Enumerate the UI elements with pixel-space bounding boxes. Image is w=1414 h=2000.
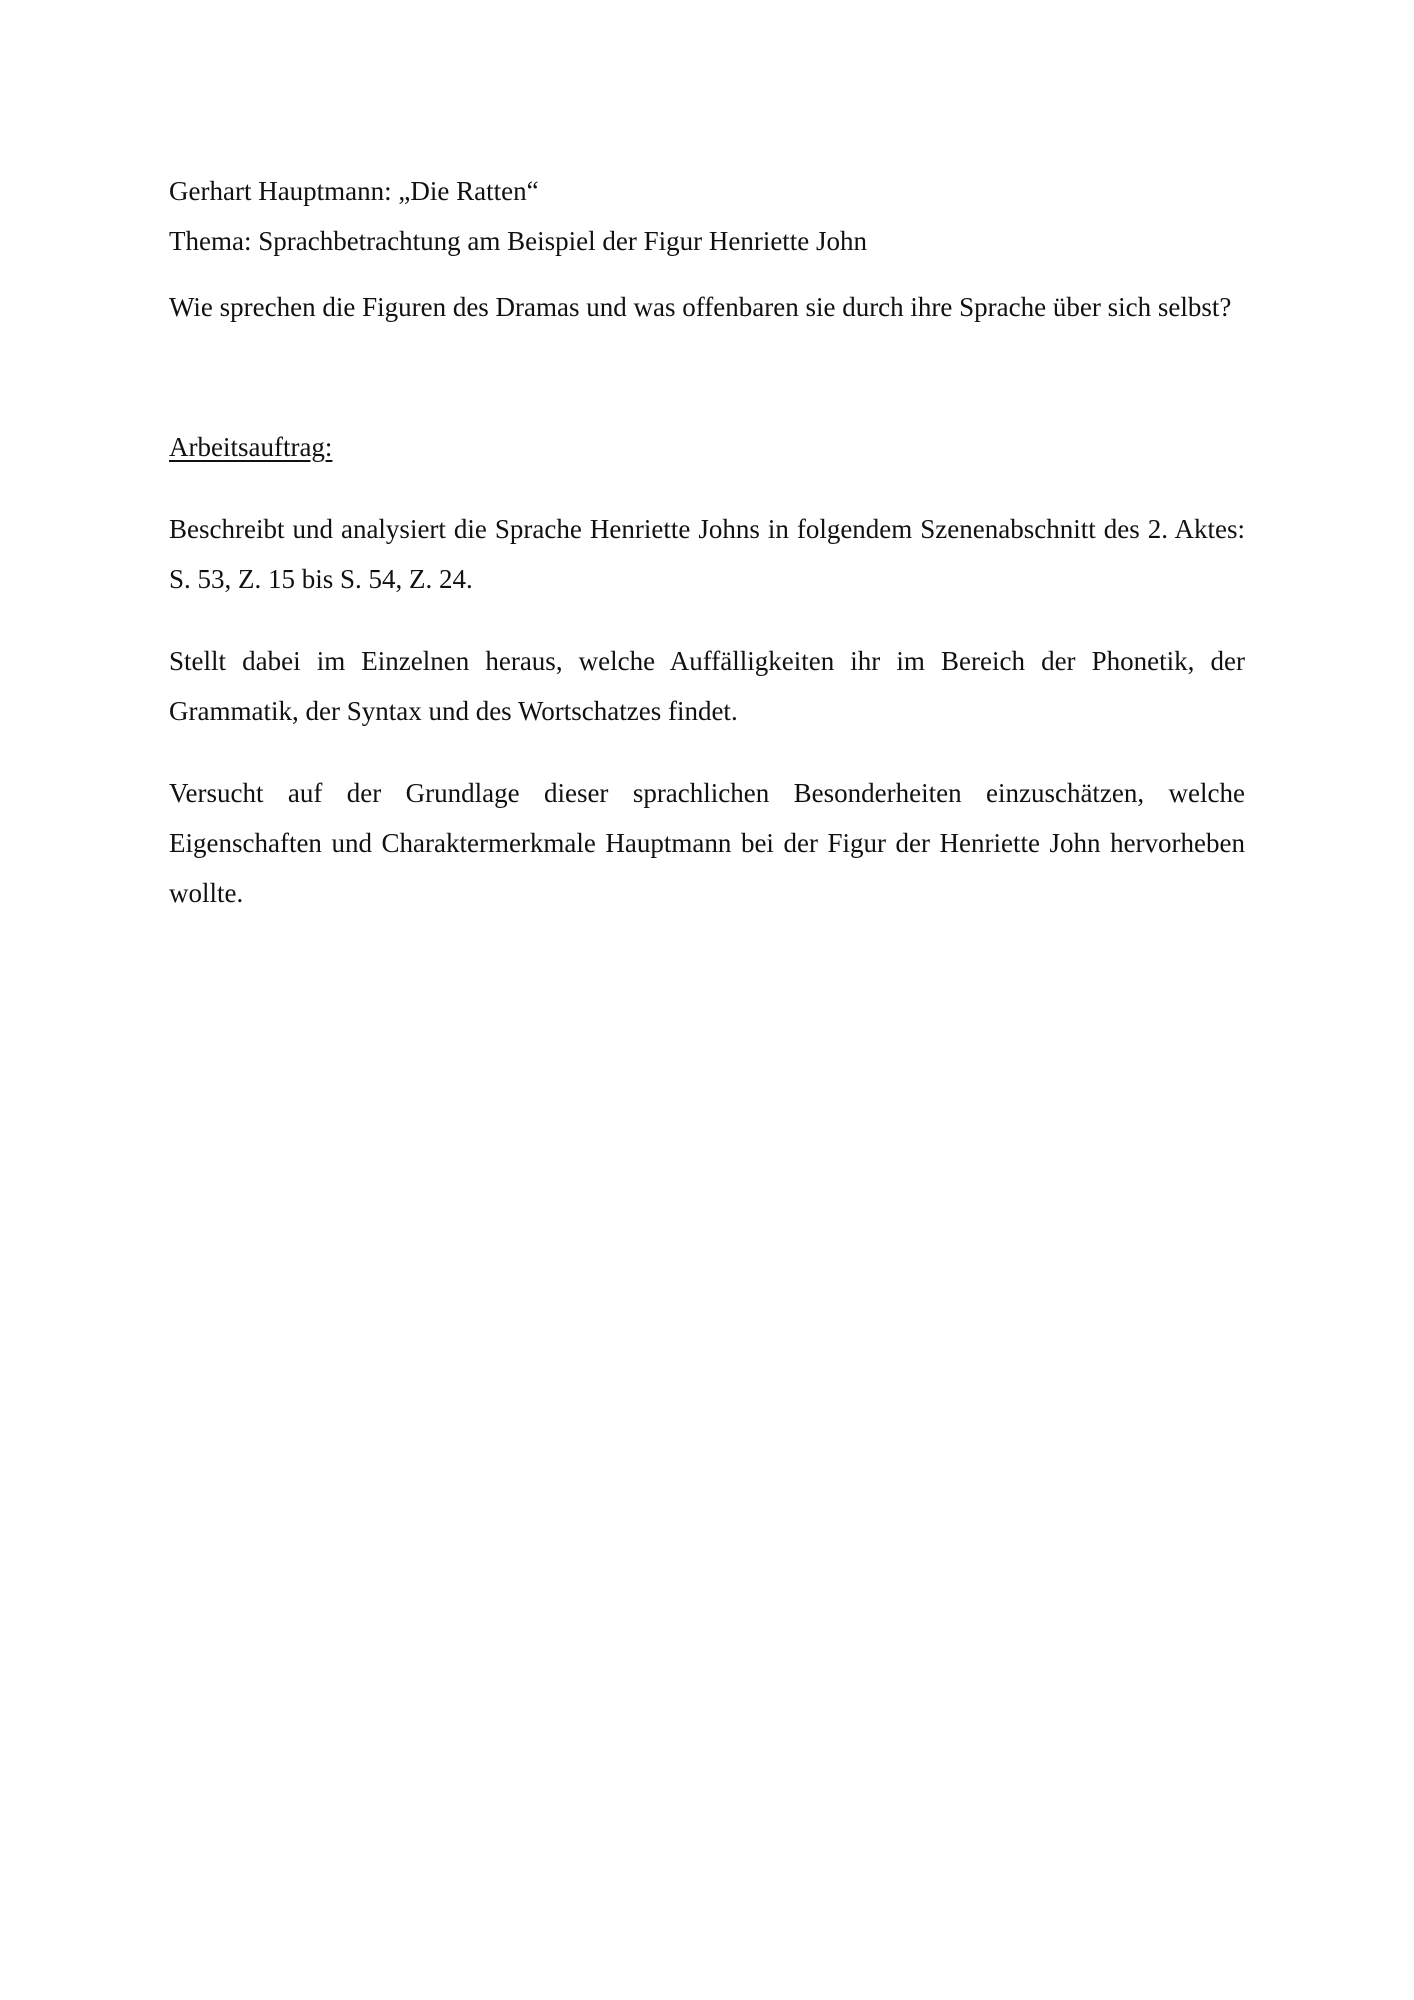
document-theme: Thema: Sprachbetrachtung am Beispiel der Figur Henriette John xyxy=(169,226,868,256)
document-title: Gerhart Hauptmann: „Die Ratten“ xyxy=(169,176,539,206)
task-paragraph-2: Stellt dabei im Einzelnen heraus, welche Auffälligkeiten ihr im Bereich der Phonetik, der Grammatik, der Syntax und des Wortschatzes findet. xyxy=(169,646,1245,726)
task-paragraph-1: Beschreibt und analysiert die Sprache Henriette Johns in folgendem Szenenabschnitt des 2. Aktes: S. 53, Z. 15 bis S. 54, Z. 24. xyxy=(169,514,1245,594)
task-heading: Arbeitsauftrag: xyxy=(169,432,333,462)
task-paragraph-3: Versucht auf der Grundlage dieser sprachlichen Besonderheiten einzuschätzen, welche Eigenschaften und Charaktermerkmale Hauptmann bei der Figur der Henriette John hervorheben wollte. xyxy=(169,778,1245,908)
guiding-question: Wie sprechen die Figuren des Dramas und was offenbaren sie durch ihre Sprache über sich selbst? xyxy=(169,292,1232,322)
document-page xyxy=(169,166,1245,918)
